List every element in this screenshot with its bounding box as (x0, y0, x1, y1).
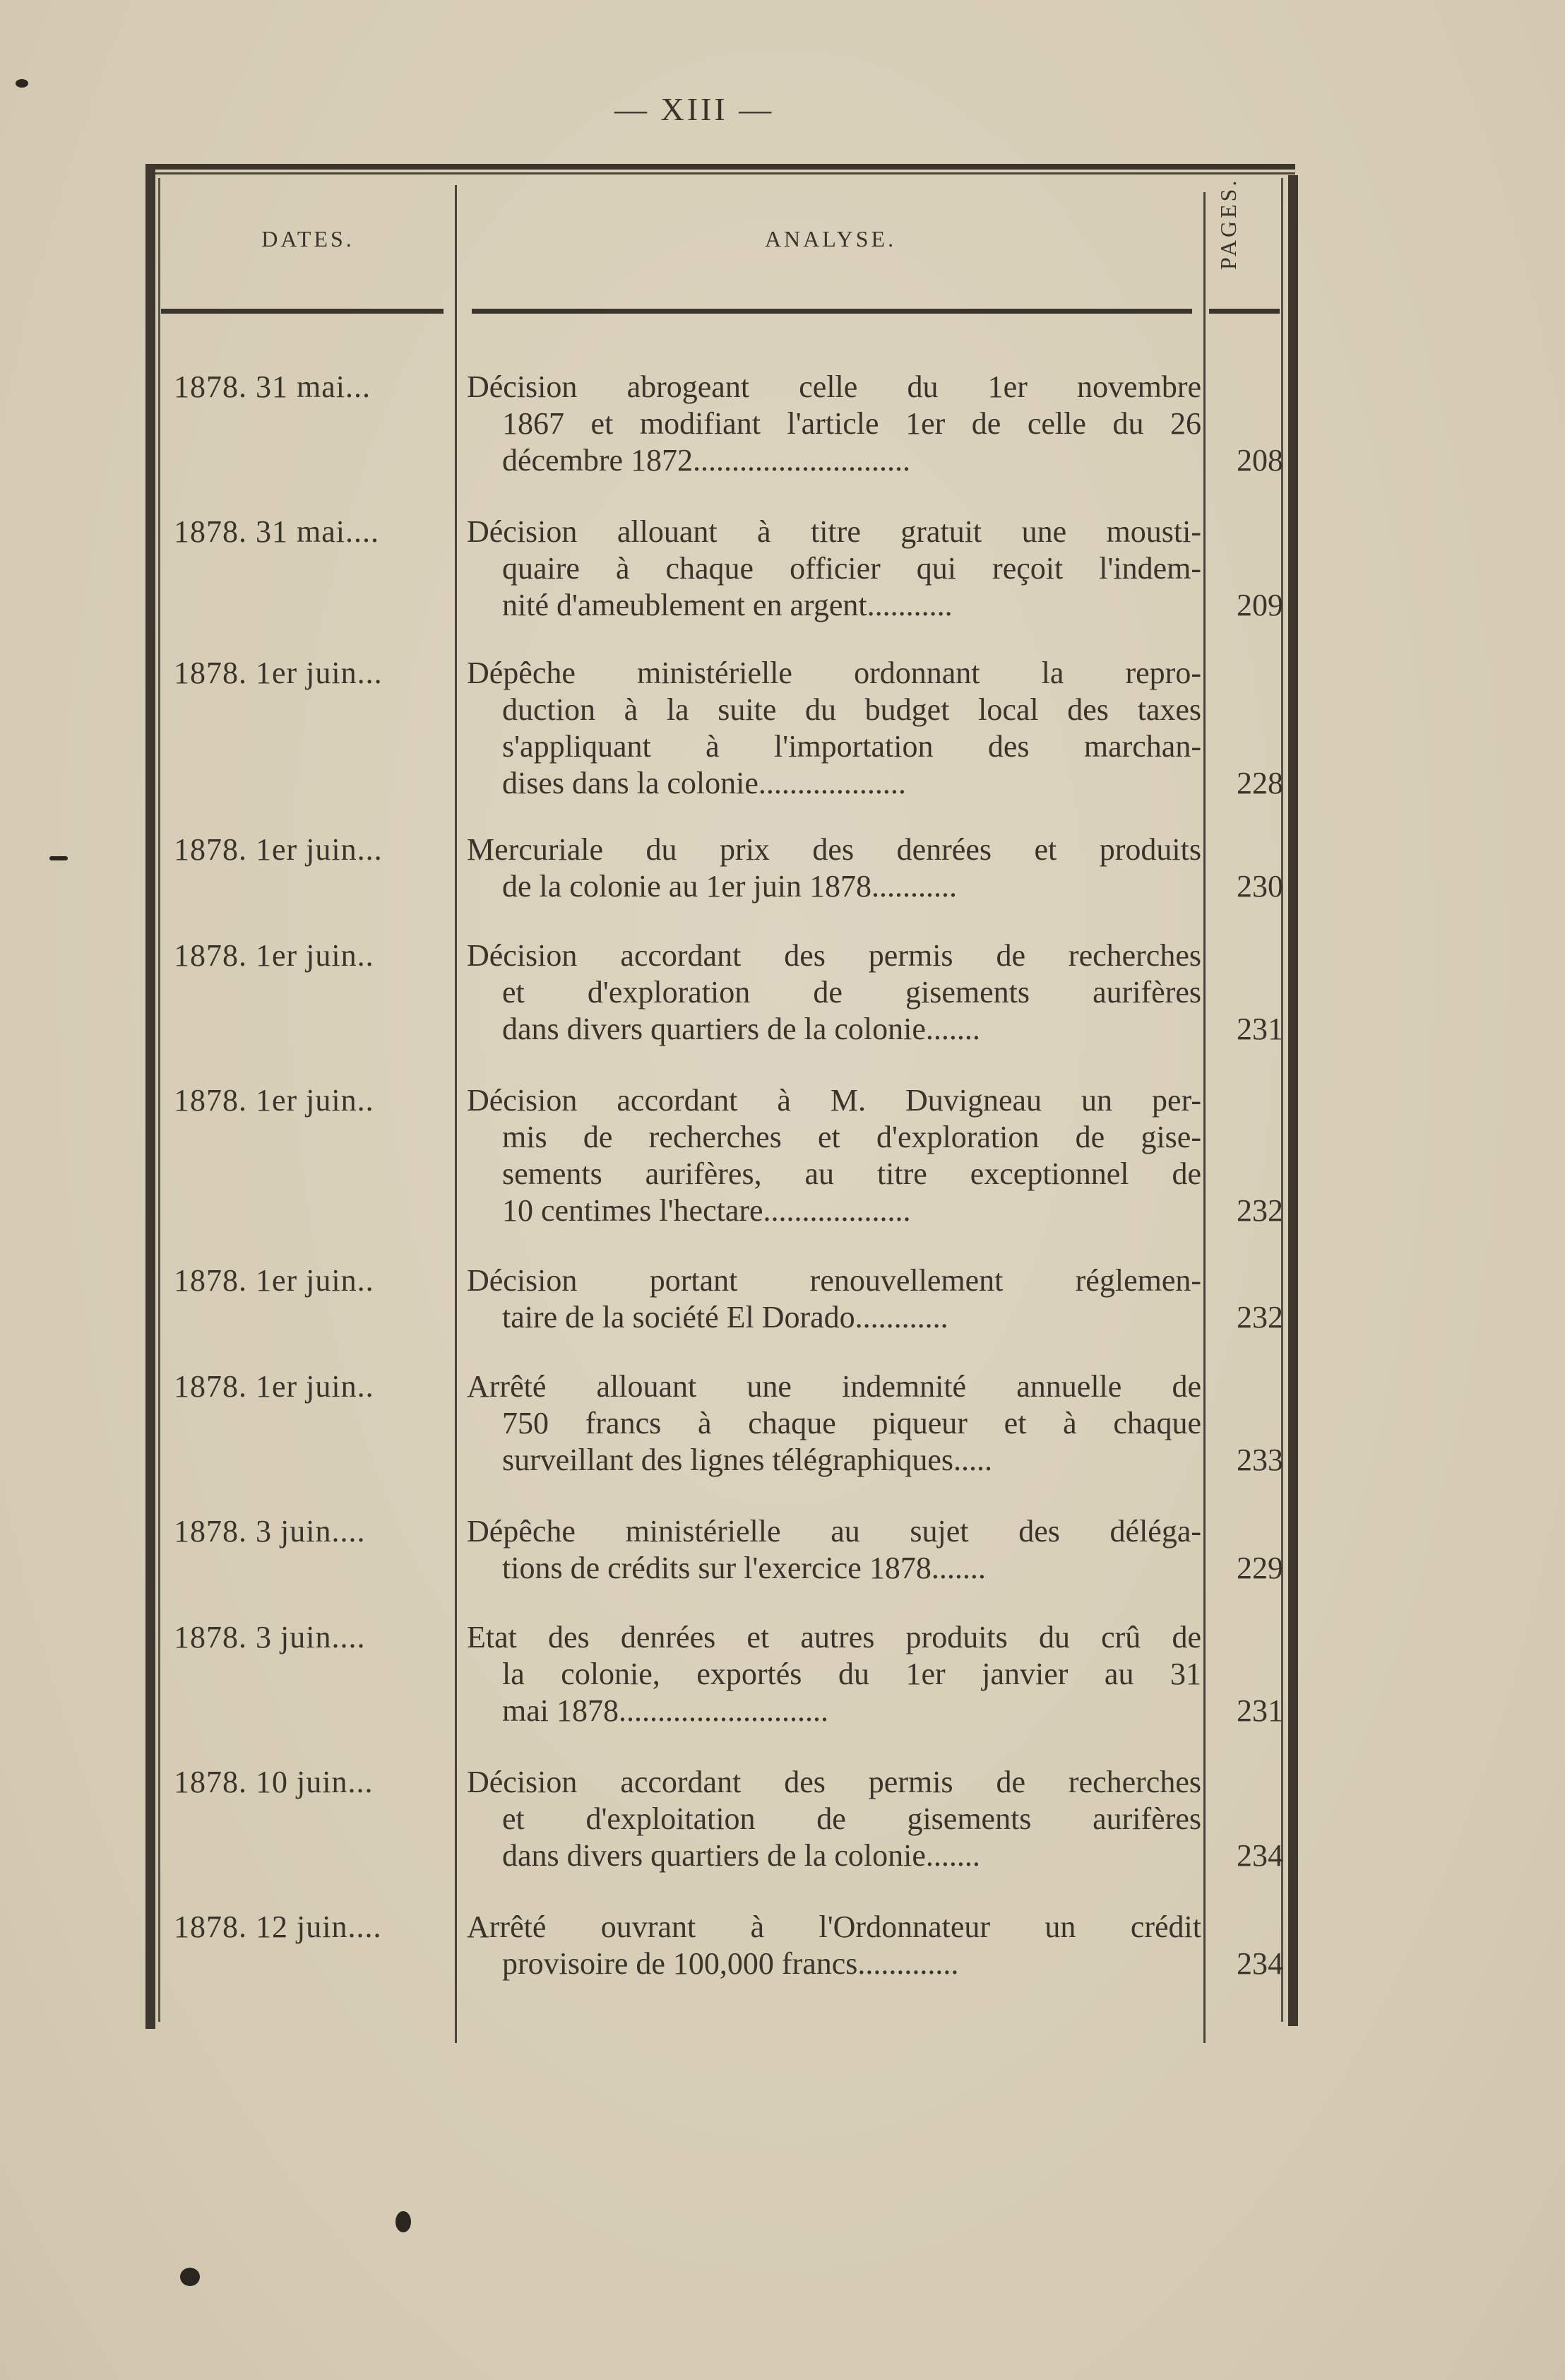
header-rule (161, 309, 444, 314)
ink-spot (16, 79, 28, 88)
entry-analysis (467, 369, 1201, 479)
top-rule (145, 164, 1295, 170)
analysis-line: Mercuriale du prix des denrées et produits (467, 832, 1201, 867)
analysis-line: et d'exploration de gisements aurifères (502, 975, 1201, 1010)
analysis-line: nité d'ameublement en argent........... (502, 588, 953, 622)
analysis-line: tions de crédits sur l'exercice 1878....... (502, 1551, 986, 1585)
analysis-line: dans divers quartiers de la colonie....... (502, 1012, 980, 1046)
analysis-line: taire de la société El Dorado............ (502, 1300, 948, 1334)
entry-page-number: 229 (1237, 1551, 1283, 1585)
analysis-line: décembre 1872............................ (502, 443, 910, 478)
entry-date: 1878. 10 juin... (174, 1765, 374, 1799)
table-frame (145, 164, 1298, 2029)
scanned-page: — XIII — DATES. ANALYSE. PAGES. 1878. 31 mai... Décision abrogeant celle du 1er novembre 1867 et modifiant l'article 1er de celle du 26 décembre 1872............................ 208 1878. 31 mai.... Décision allouant à titre gratuit une mousti- quaire à chaque officier qui reçoit l'indem- nité d'ameublement en argent........... 209 1878. 1er juin... Dépêche ministérielle ordonnant la repro- duction à la suite du budget local des taxes s'appliquant à l'importation des marchan- dises dans la colonie................... 228 1878. 1er juin... Mercuriale du prix des denrées et produits de la colonie au 1er juin 1878........... 230 1878. 1er juin.. Décision accordant des permis de recherches et d'exploration de gisements aurifères dans divers quartiers de la colonie....... 231 1878. 1er juin.. Décision accordant à M. Duvigneau un per- mis de recherches et d'exploration de gise- sements aurifères, au titre exceptionnel de 10 centimes l'hectare................... 232 1878. 1er juin.. Décision portant renouvellement réglemen- taire de la société El Dorado............ 232 1878. 1er juin.. Arrêté allouant une indemnité annuelle de 750 francs à chaque piqueur et à chaque surveillant des lignes télégraphiques..... 233 1878. 3 juin.... Dépêche ministérielle au sujet des déléga- tions de crédits sur l'exercice 1878....... 229 1878. 3 juin.... Etat des denrées et autres produits du crû de la colonie, exportés du 1er janvier au 31 mai 1878........................... 231 1878. 10 juin... Décision accordant des permis de recherches et d'exploitation de gisements aurifères dans divers quartiers de la colonie....... 234 1878. 12 juin.... Arrêté ouvrant à l'Ordonnateur un crédit provisoire de 100,000 francs............. 234 (0, 0, 1565, 2380)
analysis-line: quaire à chaque officier qui reçoit l'indem- (502, 551, 1201, 586)
analysis-line: Dépêche ministérielle au sujet des déléga- (467, 1514, 1201, 1549)
entry-date: 1878. 31 mai.... (174, 514, 379, 549)
analysis-line: s'appliquant à l'importation des marchan- (502, 729, 1201, 764)
entry-page-number: 230 (1237, 869, 1283, 904)
analysis-line: 10 centimes l'hectare................... (502, 1193, 911, 1228)
analysis-line: et d'exploitation de gisements aurifères (502, 1801, 1201, 1836)
table-row (145, 369, 1298, 479)
entry-analysis (467, 831, 1201, 905)
entry-analysis (467, 1764, 1201, 1874)
analysis-line: mis de recherches et d'exploration de gise- (502, 1120, 1201, 1154)
ink-spot (180, 2268, 200, 2286)
entry-page-number: 232 (1237, 1193, 1283, 1228)
header-rule (1209, 309, 1280, 314)
entry-page-number: 231 (1237, 1693, 1283, 1728)
table-row (145, 1082, 1298, 1229)
analysis-line: Décision allouant à titre gratuit une mousti- (467, 514, 1201, 549)
analysis-line: Décision portant renouvellement réglemen- (467, 1263, 1201, 1298)
table-row (145, 1619, 1298, 1729)
entry-date: 1878. 12 juin.... (174, 1910, 382, 1944)
entry-date: 1878. 1er juin.. (174, 1083, 374, 1118)
table-row (145, 1764, 1298, 1874)
analysis-line: 750 francs à chaque piqueur et à chaque (502, 1406, 1201, 1440)
entry-analysis (467, 1368, 1201, 1479)
analysis-line: 1867 et modifiant l'article 1er de celle du 26 (502, 406, 1201, 441)
analysis-line: duction à la suite du budget local des taxes (502, 692, 1201, 727)
analysis-line: Décision accordant des permis de recherches (467, 938, 1201, 973)
entry-date: 1878. 3 juin.... (174, 1514, 366, 1549)
entry-page-number: 234 (1237, 1946, 1283, 1981)
header-pages: PAGES. (1215, 177, 1241, 270)
table-row (145, 937, 1298, 1048)
table-row (145, 831, 1298, 905)
entry-date: 1878. 1er juin... (174, 656, 383, 690)
analysis-line: Dépêche ministérielle ordonnant la repro- (467, 656, 1201, 690)
entry-page-number: 232 (1237, 1300, 1283, 1334)
entry-analysis (467, 1619, 1201, 1729)
analysis-line: dans divers quartiers de la colonie....... (502, 1838, 980, 1873)
entry-analysis (467, 1082, 1201, 1229)
entry-page-number: 231 (1237, 1012, 1283, 1046)
entry-page-number: 233 (1237, 1443, 1283, 1477)
analysis-line: mai 1878........................... (502, 1693, 828, 1728)
entry-date: 1878. 1er juin.. (174, 938, 374, 973)
entry-analysis (467, 1513, 1201, 1587)
analysis-line: Arrêté ouvrant à l'Ordonnateur un crédit (467, 1910, 1201, 1944)
table-row (145, 655, 1298, 802)
entry-date: 1878. 1er juin.. (174, 1369, 374, 1404)
entry-analysis (467, 937, 1201, 1048)
entry-analysis (467, 514, 1201, 624)
analysis-line: Décision accordant à M. Duvigneau un per- (467, 1083, 1201, 1118)
top-rule-thin (145, 172, 1295, 174)
table-row (145, 1909, 1298, 1982)
header-dates: DATES. (261, 226, 355, 251)
entry-page-number: 209 (1237, 588, 1283, 622)
entry-analysis (467, 1909, 1201, 1982)
entry-date: 1878. 1er juin... (174, 832, 383, 867)
entry-date: 1878. 31 mai... (174, 369, 371, 404)
analysis-line: la colonie, exportés du 1er janvier au 31 (502, 1657, 1201, 1691)
entry-analysis (467, 1262, 1201, 1336)
analysis-line: provisoire de 100,000 francs............. (502, 1946, 959, 1981)
analysis-line: Décision accordant des permis de recherches (467, 1765, 1201, 1799)
analysis-line: sements aurifères, au titre exceptionnel de (502, 1156, 1201, 1191)
table-row (145, 1368, 1298, 1479)
entry-page-number: 228 (1237, 766, 1283, 800)
ink-spot (395, 2211, 411, 2232)
analysis-line: dises dans la colonie................... (502, 766, 906, 800)
entry-page-number: 234 (1237, 1838, 1283, 1873)
entry-date: 1878. 1er juin.. (174, 1263, 374, 1298)
entry-analysis (467, 655, 1201, 802)
entry-page-number: 208 (1237, 443, 1283, 478)
header-analyse: ANALYSE. (764, 226, 897, 251)
table-row (145, 1262, 1298, 1336)
analysis-line: Etat des denrées et autres produits du crû de (467, 1620, 1201, 1654)
ink-mark (49, 856, 68, 860)
analysis-line: surveillant des lignes télégraphiques..... (502, 1443, 993, 1477)
entry-date: 1878. 3 juin.... (174, 1620, 366, 1654)
header-rule (472, 309, 1192, 314)
table-row (145, 1513, 1298, 1587)
table-row (145, 514, 1298, 624)
analysis-line: Décision abrogeant celle du 1er novembre (467, 369, 1201, 404)
analysis-line: Arrêté allouant une indemnité annuelle de (467, 1369, 1201, 1404)
analysis-line: de la colonie au 1er juin 1878........... (502, 869, 957, 904)
